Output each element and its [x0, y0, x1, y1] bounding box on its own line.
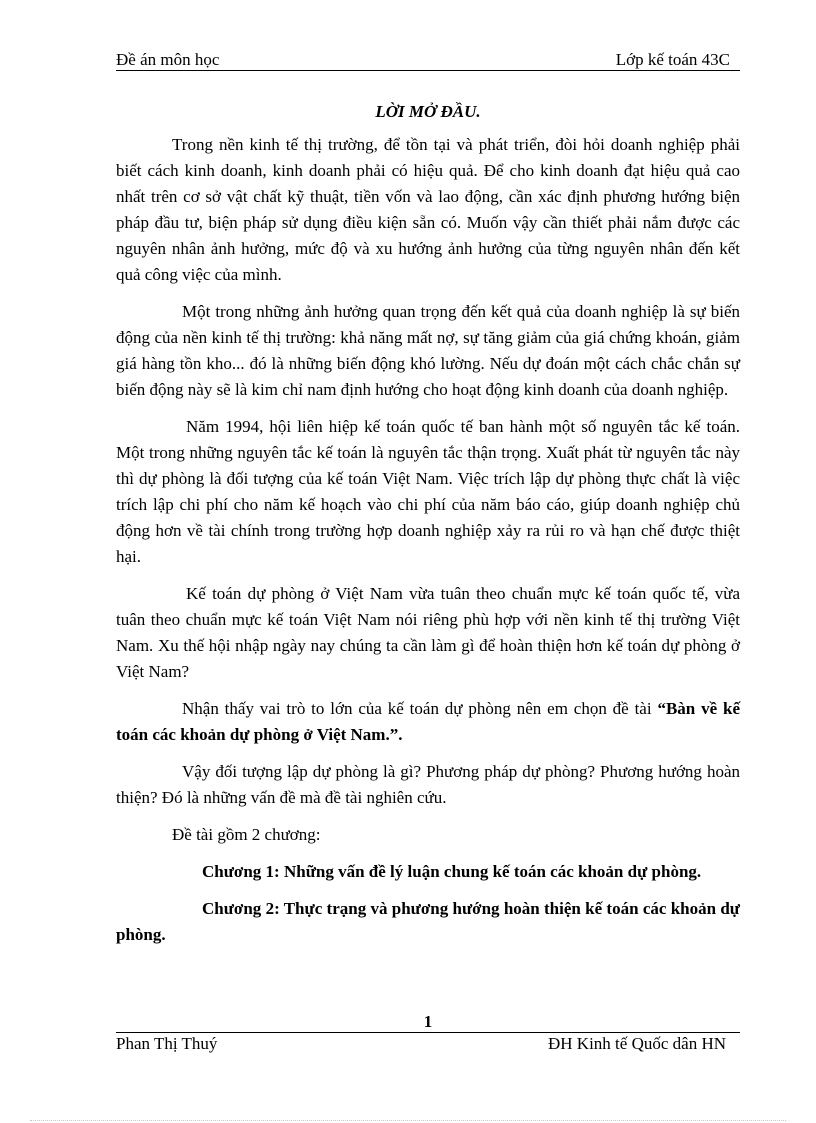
paragraph-4: Kế toán dự phòng ở Việt Nam vừa tuân theo chuẩn mực kế toán quốc tế, vừa tuân theo chuẩn mực kế toán Việt Nam nói riêng phù hợp với nền kinh tế thị trường Việt Nam. Xu thế hội nhập ngày nay chúng ta cần làm gì để hoàn thiện hơn kế toán dự phòng ở Việt Nam? — [116, 584, 740, 681]
page-header — [116, 48, 740, 71]
footer-divider — [116, 1032, 740, 1033]
footer-university: ĐH Kinh tế Quốc dân HN — [548, 1034, 726, 1053]
footer-author: Phan Thị Thuý — [116, 1034, 218, 1053]
document-title: LỜI MỞ ĐẦU. — [375, 102, 481, 121]
paragraph-7: Đề tài gồm 2 chương: — [172, 825, 321, 844]
paragraph-2: Một trong những ảnh hưởng quan trọng đến kết quả của doanh nghiệp là sự biến động của nền kinh tế thị trường: khả năng mất nợ, sự tăng giảm của giá chứng khoán, giảm giá hàng tồn kho... đó là những biến động khó lường. Nếu dự đoán một cách chắc chắn sự biến động này sẽ là kim chỉ nam định hướng cho hoạt động kinh doanh của doanh nghiệp. — [116, 302, 740, 399]
topic-title: “Bàn về kế toán các khoản dự phòng ở Việt Nam.”. — [116, 699, 740, 744]
paragraph-5 — [116, 696, 740, 748]
header-class: Lớp kế toán 43C — [615, 50, 730, 69]
paragraph-6: Vậy đối tượng lập dự phòng là gì? Phương pháp dự phòng? Phương hướng hoàn thiện? Đó là những vấn đề mà đề tài nghiên cứu. — [116, 762, 740, 807]
header-course: Đề án môn học — [116, 50, 220, 69]
chapter-1: Chương 1: Những vấn đề lý luận chung kế toán các khoản dự phòng. — [202, 862, 702, 881]
document-body — [116, 132, 740, 959]
chapter-2: Chương 2: Thực trạng và phương hướng hoàn thiện kế toán các khoản dự phòng. — [116, 899, 740, 944]
paragraph-3: Năm 1994, hội liên hiệp kế toán quốc tế ban hành một số nguyên tắc kế toán. Một trong những nguyên tắc kế toán là nguyên tắc thận trọng. Xuất phát từ nguyên tắc này thì dự phòng là đối tượng của kế toán Việt Nam. Việc trích lập dự phòng thực chất là việc trích lập chi phí cho năm kế hoạch vào chi phí của năm báo cáo, giúp doanh nghiệp chủ động hơn về tài chính trong trường hợp doanh nghiệp xảy ra rủi ro và hạn chế được thiệt hại. — [116, 417, 740, 566]
paragraph-1: Trong nền kinh tế thị trường, để tồn tại và phát triển, đòi hỏi doanh nghiệp phải biết cách kinh doanh, kinh doanh phải có hiệu quả. Để cho kinh doanh đạt hiệu quả cao nhất trên cơ sở vật chất kỹ thuật, tiền vốn và lao động, cần xác định phương hướng biện pháp đầu tư, biện pháp sử dụng điều kiện sẵn có. Muốn vậy cần thiết phải nắm được các nguyên nhân ảnh hưởng, mức độ và xu hướng ảnh hưởng của từng nguyên nhân đến kết quả công việc của mình. — [116, 135, 740, 284]
page-number: 1 — [423, 1012, 433, 1031]
page-break-line — [30, 1120, 786, 1121]
topic-intro: Nhận thấy vai trò to lớn của kế toán dự phòng nên em chọn đề tài — [182, 699, 658, 718]
